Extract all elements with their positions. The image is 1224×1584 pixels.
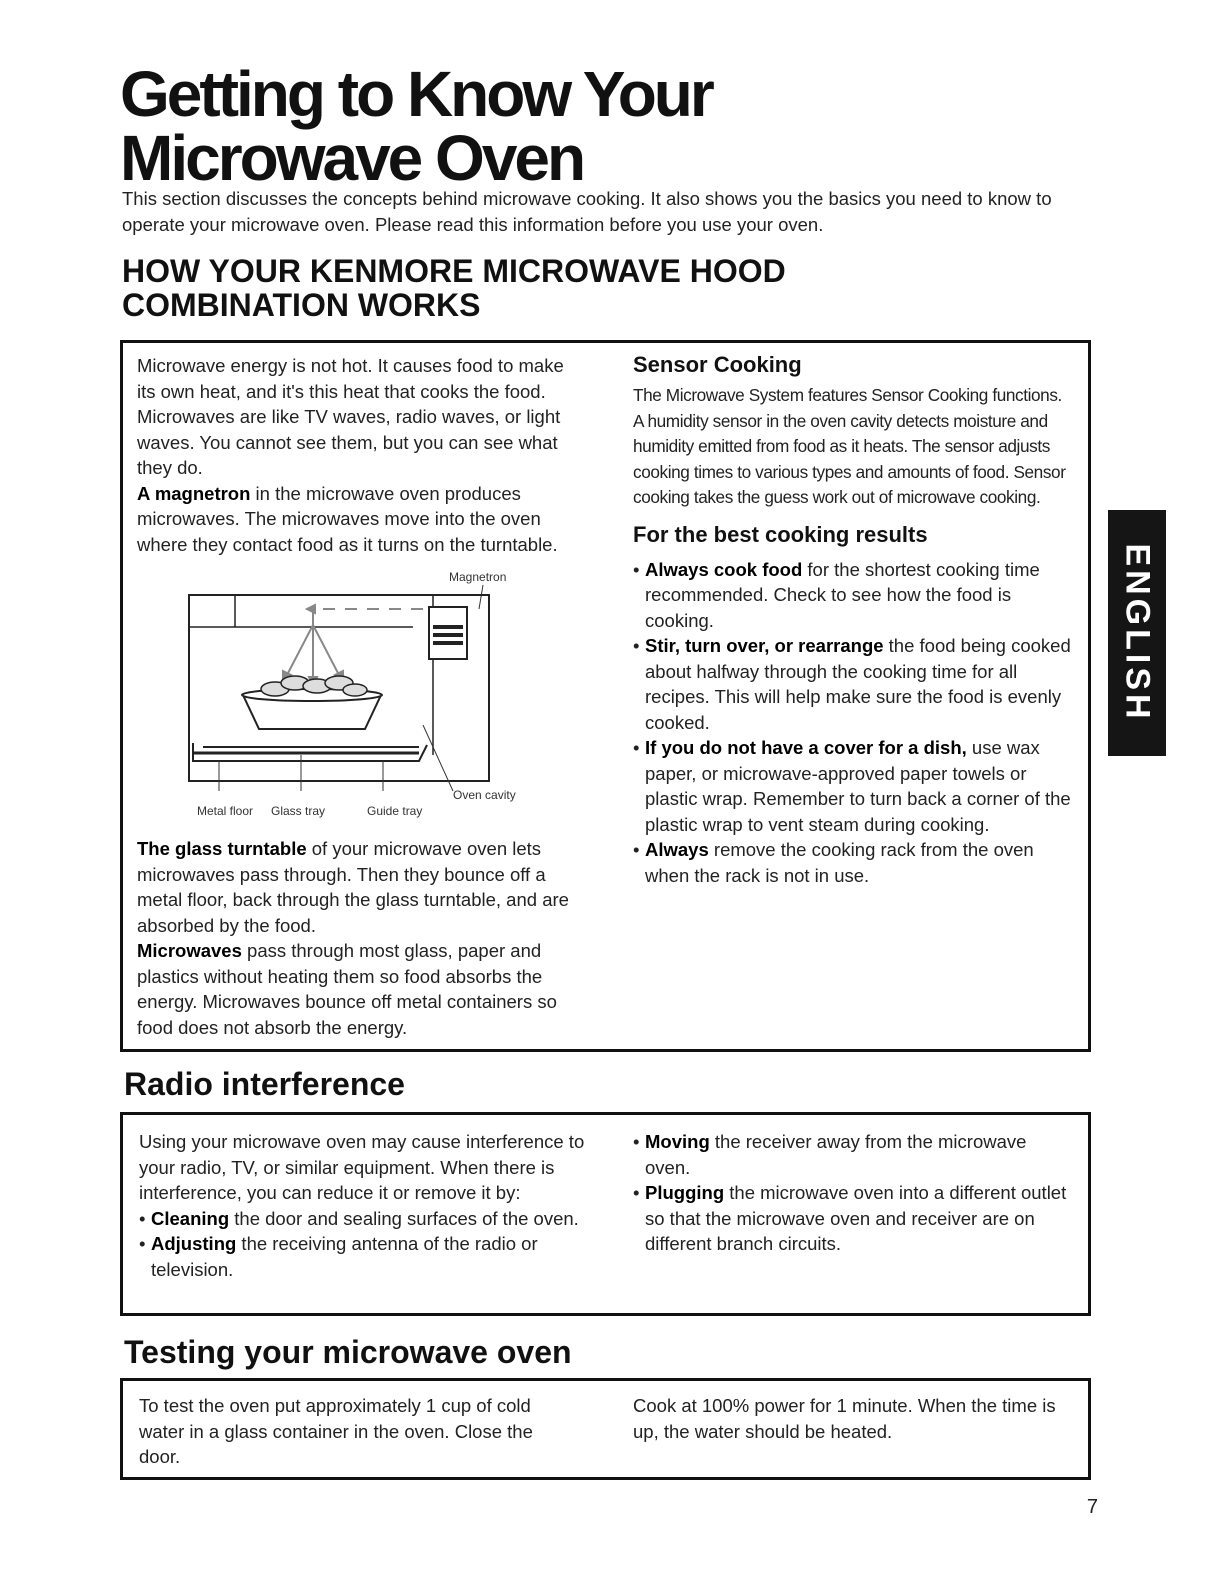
- list-item-text: the food being cooked about halfway through the cooking time for all recipes. This will help make sure the food is evenly cooked.: [645, 635, 1071, 733]
- turntable-paragraph: [137, 836, 577, 938]
- page-title-line-2: Microwave Oven: [120, 122, 584, 194]
- page-title: [120, 58, 1020, 194]
- intro-paragraph: This section discusses the concepts behind microwave cooking. It also shows you the basics you need to know to operate your microwave oven. Please read this information before you use your oven.: [122, 188, 1052, 235]
- list-item: [633, 557, 1075, 634]
- radio-right-column: [633, 1129, 1073, 1257]
- diagram-label-glass-tray: Glass tray: [271, 804, 326, 818]
- sensor-cooking-text: The Microwave System features Sensor Cooking functions. A humidity sensor in the oven cavity detects moisture and humidity emitted from food as it heats. The sensor adjusts cooking times to various types and amounts of food. Sensor cooking takes the guess work out of microwave cooking.: [633, 385, 1066, 507]
- turntable-text: of your microwave oven lets microwaves pass through. Then they bounce off a metal floor, back through the glass turntable, and are absorbed by the food.: [137, 838, 569, 936]
- testing-right-text: Cook at 100% power for 1 minute. When the time is up, the water should be heated.: [633, 1395, 1056, 1442]
- section-heading-line-1: HOW YOUR KENMORE MICROWAVE HOOD: [122, 253, 786, 289]
- magnetron-term: A magnetron: [137, 482, 251, 504]
- diagram-label-guide-tray: Guide tray: [367, 804, 423, 818]
- list-item: [633, 735, 1075, 837]
- list-item-bold: Cleaning: [151, 1207, 230, 1229]
- how-it-works-right-column: [633, 351, 1075, 888]
- radio-interference-heading: Radio interference: [124, 1066, 405, 1102]
- language-tab: [1108, 510, 1166, 756]
- diagram-label-magnetron: Magnetron: [449, 570, 507, 584]
- list-item-text: the receiving antenna of the radio or television.: [151, 1233, 538, 1280]
- how-it-works-left-lower: [137, 836, 577, 1040]
- microwaves-text: pass through most glass, paper and plastics without heating them so food absorbs the energy. Microwaves bounce off metal containers so food does not absorb the energy.: [137, 940, 557, 1038]
- list-item-bold: Stir, turn over, or rearrange: [645, 635, 884, 656]
- list-item: [633, 633, 1075, 735]
- microwave-arrows: [283, 605, 423, 685]
- list-item-text: for the shortest cooking time recommended. Check to see how the food is cooking.: [645, 558, 1040, 631]
- list-item: [633, 1180, 1073, 1257]
- magnetron-text: in the microwave oven produces microwaves. The microwaves move into the oven where they contact food as it turns on the turntable.: [137, 482, 558, 555]
- page-number: 7: [1086, 1496, 1098, 1518]
- best-results-heading: For the best cooking results: [633, 521, 928, 547]
- list-item-text: remove the cooking rack from the oven when the rack is not in use.: [645, 839, 1034, 886]
- microwaves-term: Microwaves: [137, 940, 242, 961]
- list-item-bold: Always: [645, 839, 709, 860]
- list-item-bold: Plugging: [645, 1182, 725, 1203]
- testing-left-text: To test the oven put approximately 1 cup of cold water in a glass container in the oven. Close the door.: [139, 1395, 533, 1467]
- page-title-line-1: Getting to Know Your: [120, 58, 712, 130]
- how-it-works-left-column: [137, 353, 577, 557]
- turntable-term: The glass turntable: [137, 838, 307, 859]
- list-item-text: the receiver away from the microwave oven.: [645, 1131, 1027, 1178]
- testing-box: [120, 1378, 1091, 1480]
- list-item-text: use wax paper, or microwave-approved paper towels or plastic wrap. Remember to turn back a corner of the plastic wrap to vent steam during cooking.: [645, 737, 1071, 835]
- best-results-list: [633, 557, 1075, 889]
- microwave-energy-paragraph: Microwave energy is not hot. It causes food to make its own heat, and it's this heat that cooks the food. Microwaves are like TV waves, radio waves, or light waves. You cannot see them, but you can see what they do.: [137, 355, 564, 478]
- radio-interference-box: [120, 1112, 1091, 1316]
- testing-heading: Testing your microwave oven: [124, 1334, 572, 1370]
- sensor-cooking-heading: Sensor Cooking: [633, 352, 802, 377]
- how-it-works-box: [120, 340, 1091, 1052]
- list-item: [633, 837, 1075, 888]
- list-item: [139, 1231, 589, 1282]
- list-item: [633, 1129, 1073, 1180]
- magnetron-paragraph: [137, 481, 577, 558]
- language-tab-label: ENGLISH: [1118, 543, 1157, 723]
- radio-intro-text: Using your microwave oven may cause interference to your radio, TV, or similar equipment. When there is interference, you can reduce it or remove it by:: [139, 1131, 585, 1203]
- food-dish: [242, 676, 382, 729]
- list-item-text: the microwave oven into a different outlet so that the microwave oven and receiver are on different branch circuits.: [645, 1182, 1067, 1254]
- section-heading-how-it-works: [122, 254, 1022, 322]
- list-item-text: the door and sealing surfaces of the oven.: [229, 1207, 579, 1229]
- radio-left-column: [139, 1129, 589, 1282]
- list-item-bold: Moving: [645, 1131, 710, 1152]
- list-item: [139, 1206, 589, 1232]
- diagram-label-oven-cavity: Oven cavity: [453, 788, 516, 802]
- list-item-bold: Adjusting: [151, 1233, 237, 1254]
- diagram-label-metal-floor: Metal floor: [197, 804, 254, 818]
- microwaves-paragraph: [137, 938, 577, 1040]
- list-item-bold: If you do not have a cover for a dish,: [645, 737, 967, 758]
- list-item-bold: Always cook food: [645, 558, 803, 580]
- microwave-diagram: [183, 565, 563, 825]
- section-heading-line-2: COMBINATION WORKS: [122, 287, 481, 323]
